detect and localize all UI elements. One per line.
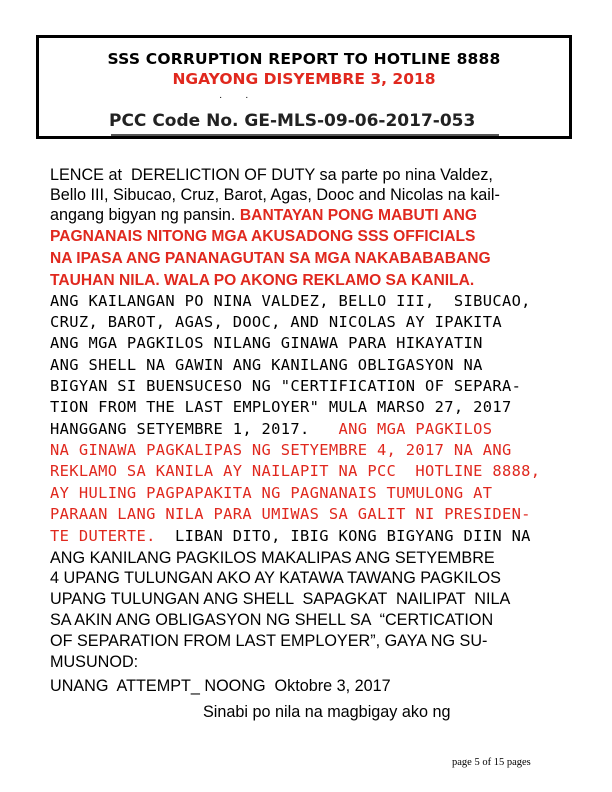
emphasis-line: PAGNANAIS NITONG MGA AKUSADONG SSS OFFICIALS bbox=[50, 228, 476, 245]
body-line: CRUZ, BAROT, AGAS, DOOC, AND NICOLAS AY IPAKITA bbox=[50, 313, 502, 331]
body-line bbox=[50, 206, 477, 225]
emphasis-line: TAUHAN NILA. WALA PO AKONG REKLAMO SA KANILA. bbox=[50, 272, 475, 289]
body-line: UPANG TULUNGAN ANG SHELL SAPAGKAT NAILIPAT NILA bbox=[50, 590, 511, 608]
body-line: SA AKIN ANG OBLIGASYON NG SHELL SA “CERTICATION bbox=[50, 611, 494, 629]
body-line: ANG MGA PAGKILOS NILANG GINAWA PARA HIKAYATIN bbox=[50, 334, 483, 352]
body-line: ANG KAILANGAN PO NINA VALDEZ, BELLO III, SIBUCAO, bbox=[50, 292, 531, 310]
red-text: TE DUTERTE. bbox=[50, 527, 156, 545]
body-line: 4 UPANG TULUNGAN AKO AY KATAWA TAWANG PAGKILOS bbox=[50, 569, 501, 587]
body-line: OF SEPARATION FROM LAST EMPLOYER”, GAYA NG SU- bbox=[50, 632, 488, 650]
body-line: UNANG ATTEMPT_ NOONG Oktobre 3, 2017 bbox=[50, 677, 391, 695]
code-underline bbox=[111, 134, 499, 136]
header-box bbox=[36, 35, 572, 139]
body-line: LENCE at DERELICTION OF DUTY sa parte po nina Valdez, bbox=[50, 166, 493, 184]
red-line: REKLAMO SA KANILA AY NAILAPIT NA PCC HOTLINE 8888, bbox=[50, 462, 541, 480]
pcc-code: PCC Code No. GE-MLS-09-06-2017-053 bbox=[109, 111, 476, 131]
body-line: MUSUNOD: bbox=[50, 653, 139, 671]
dots-mark: · · bbox=[219, 92, 259, 103]
page-number: page 5 of 15 pages bbox=[452, 757, 531, 768]
body-line-part: angang bigyan ng pansin. bbox=[50, 206, 240, 224]
red-line: PARAAN LANG NILA PARA UMIWAS SA GALIT NI PRESIDEN- bbox=[50, 505, 531, 523]
red-text: ANG MGA PAGKILOS bbox=[338, 420, 493, 438]
body-line: Bello III, Sibucao, Cruz, Barot, Agas, Dooc and Nicolas na kail- bbox=[50, 186, 500, 204]
body-line-part: LIBAN DITO, IBIG KONG BIGYANG DIIN NA bbox=[155, 527, 531, 545]
red-line: NA GINAWA PAGKALIPAS NG SETYEMBRE 4, 2017 NA ANG bbox=[50, 441, 512, 459]
emphasis-text: BANTAYAN PONG MABUTI ANG bbox=[239, 207, 478, 224]
body-line: ANG KANILANG PAGKILOS MAKALIPAS ANG SETYEMBRE bbox=[50, 549, 495, 567]
body-line-part: HANGGANG SETYEMBRE 1, 2017. bbox=[50, 420, 339, 438]
body-line: Sinabi po nila na magbigay ako ng bbox=[203, 703, 451, 721]
report-date: NGAYONG DISYEMBRE 3, 2018 bbox=[172, 70, 436, 88]
body-line: BIGYAN SI BUENSUCESO NG "CERTIFICATION OF SEPARA- bbox=[50, 377, 522, 395]
red-line: AY HULING PAGPAPAKITA NG PAGNANAIS TUMULONG AT bbox=[50, 484, 493, 502]
emphasis-line: NA IPASA ANG PANANAGUTAN SA MGA NAKABABABANG bbox=[50, 250, 491, 267]
body-line bbox=[50, 420, 492, 439]
body-line bbox=[50, 527, 531, 546]
body-line: TION FROM THE LAST EMPLOYER" MULA MARSO 27, 2017 bbox=[50, 398, 512, 416]
report-title: SSS CORRUPTION REPORT TO HOTLINE 8888 bbox=[107, 50, 501, 68]
body-line: ANG SHELL NA GAWIN ANG KANILANG OBLIGASYON NA bbox=[50, 356, 483, 374]
